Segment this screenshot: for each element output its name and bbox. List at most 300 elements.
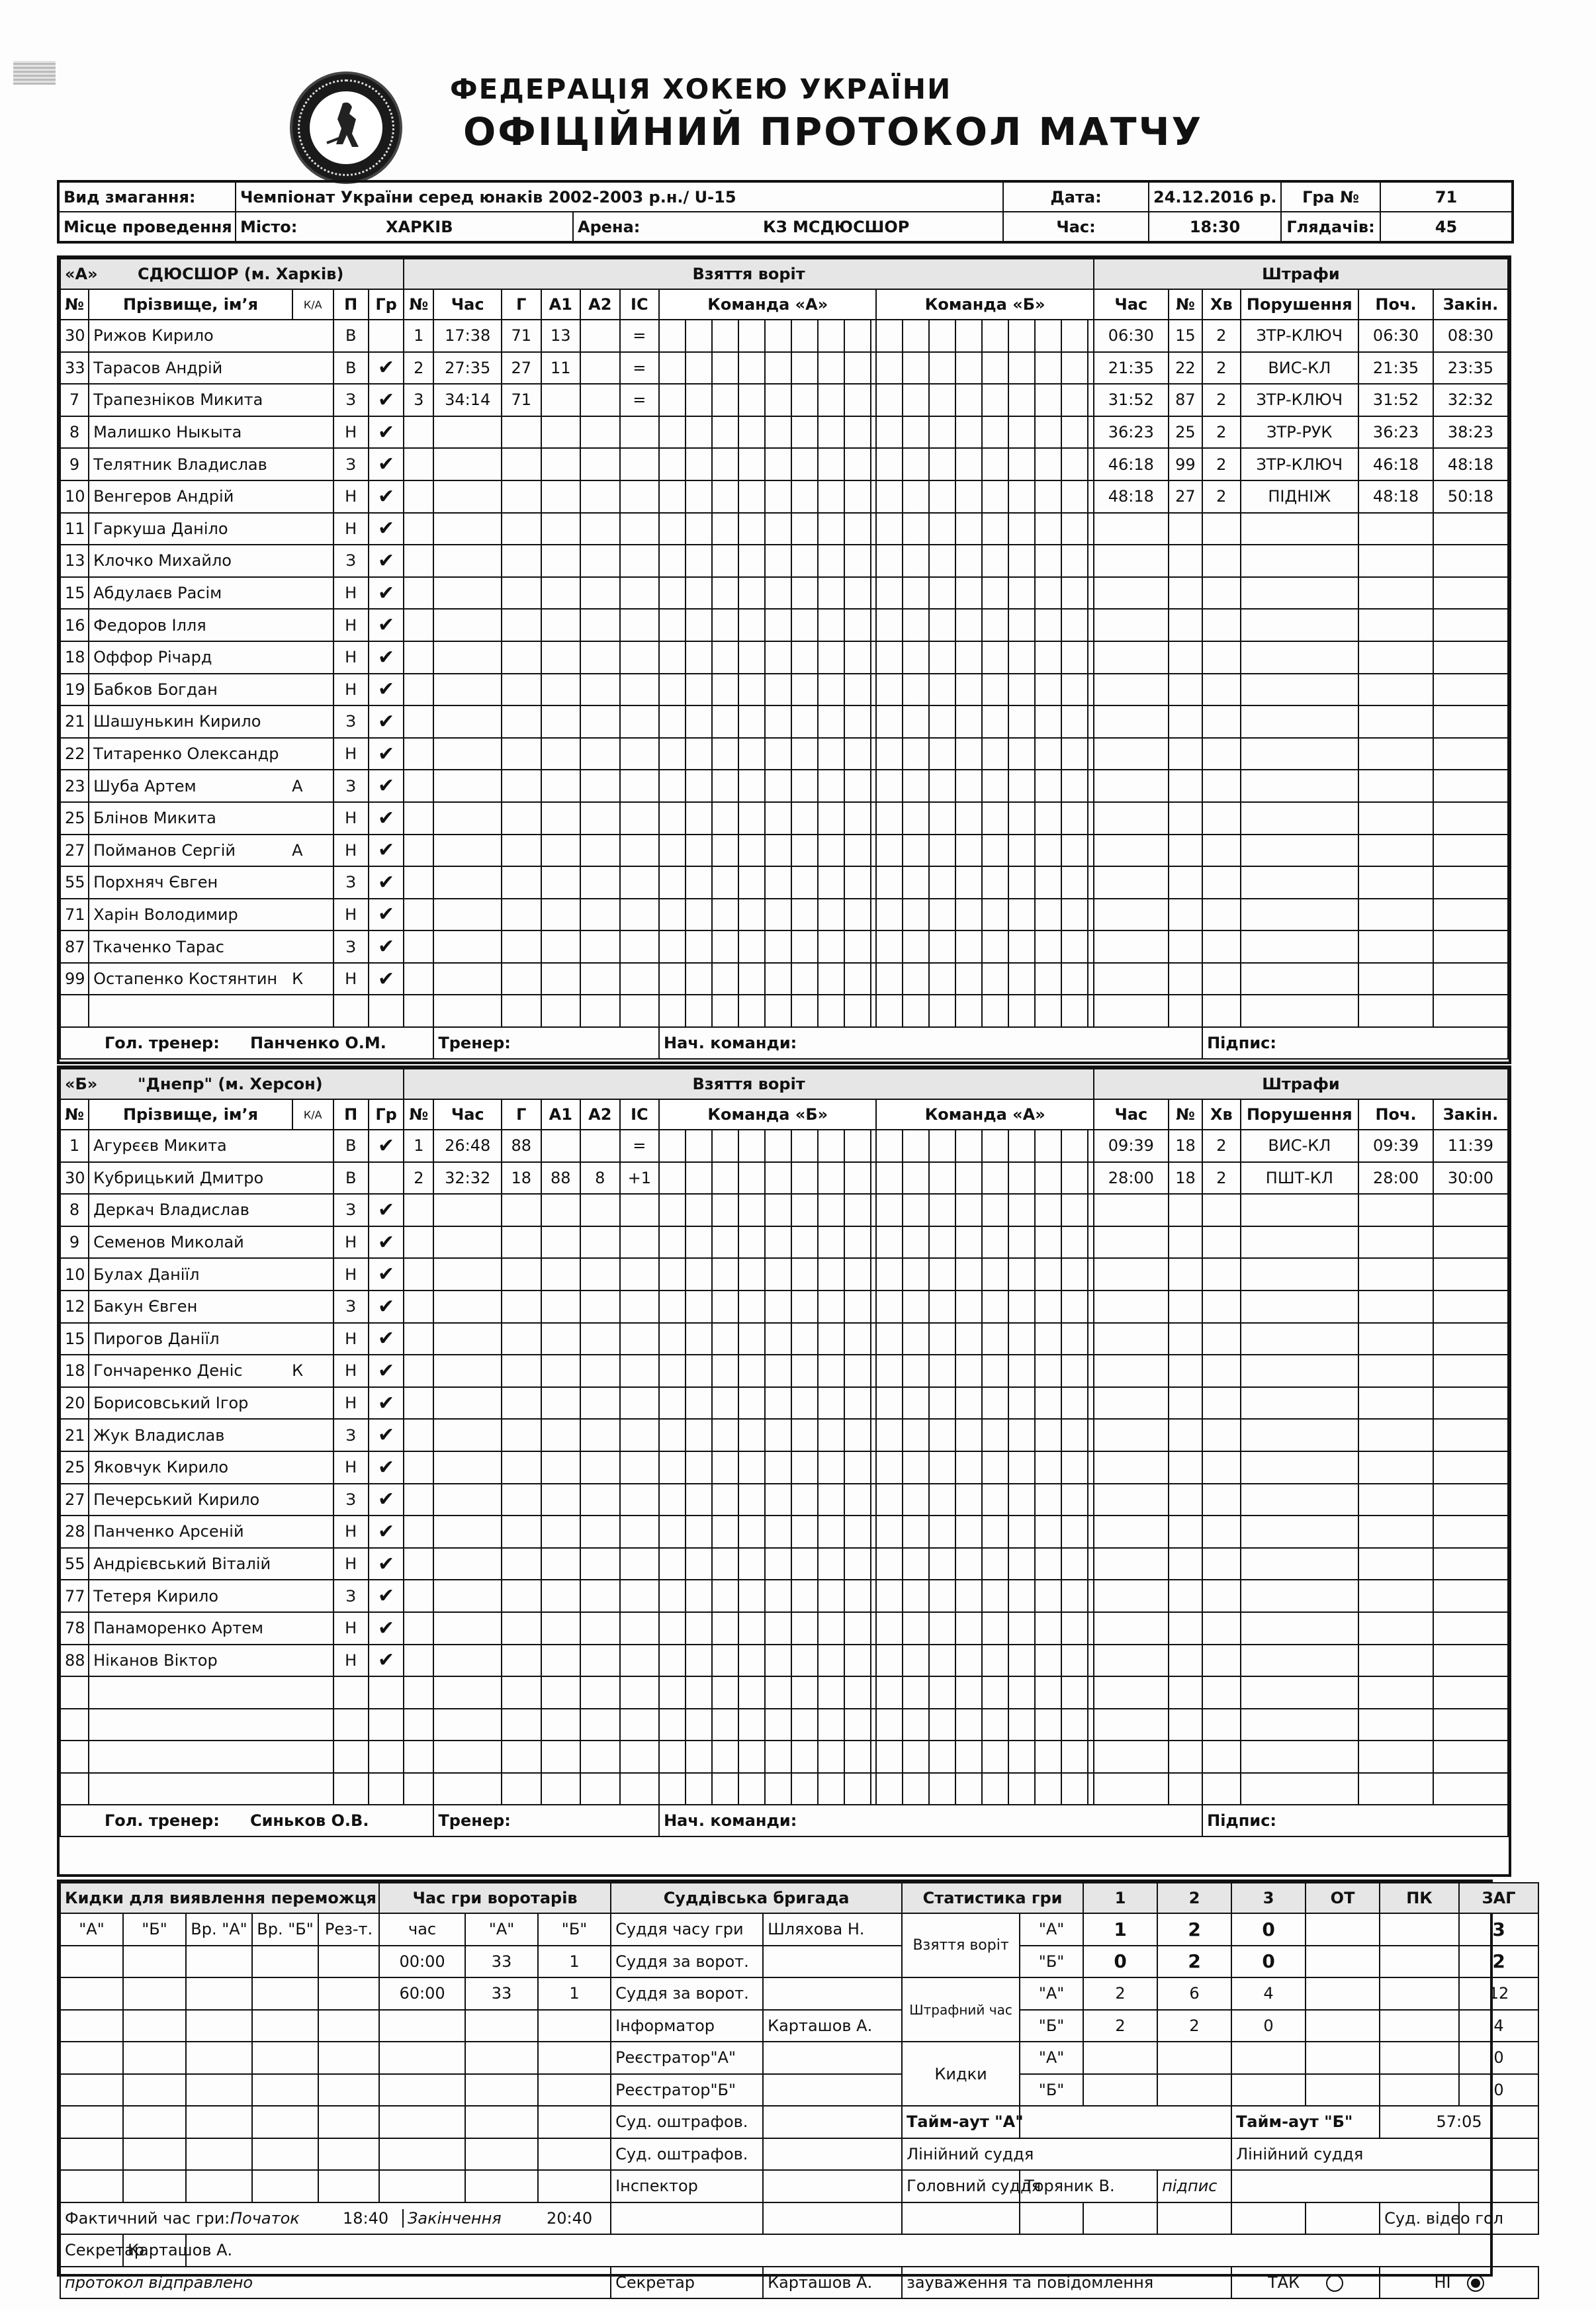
- table-row: [60, 2234, 1538, 2267]
- table-row: [60, 738, 1508, 770]
- penalty-player: [1169, 1741, 1202, 1773]
- goal-time: [433, 899, 502, 931]
- player-position: З: [333, 1194, 369, 1226]
- penalty-offense: [1241, 1484, 1359, 1516]
- team-b-section: [57, 1065, 1511, 1877]
- stats-header: Статистика гри: [902, 1883, 1083, 1913]
- penalty-offense: [1241, 899, 1359, 931]
- goal-time: [433, 1258, 502, 1291]
- goal-assist1: 13: [541, 320, 581, 352]
- goal-situation: [620, 1451, 660, 1484]
- penalty-time: [1094, 1226, 1169, 1259]
- penalty-player: [1169, 770, 1202, 802]
- goal-number: [404, 1258, 433, 1291]
- player-position: Н: [333, 1645, 369, 1677]
- penalty-end: [1433, 513, 1508, 545]
- penalty-end: [1433, 609, 1508, 641]
- city-value: ХАРКІВ: [386, 217, 453, 236]
- player-number: 12: [60, 1291, 89, 1323]
- player-number: 28: [60, 1516, 89, 1548]
- lineup-opp-cell: [876, 674, 1093, 706]
- teamA-col-pen-start: Поч.: [1358, 289, 1433, 320]
- goal-assist2: [580, 1323, 620, 1355]
- summary-table: [60, 1882, 1539, 2299]
- penalty-time: [1094, 1709, 1169, 1741]
- yes-radio-icon[interactable]: [1326, 2275, 1343, 2292]
- shots-a-value: [1306, 2042, 1380, 2074]
- penalty-player: [1169, 641, 1202, 674]
- player-name-cell: [89, 1709, 333, 1741]
- goal-situation: [620, 802, 660, 835]
- check-icon: ✔: [369, 480, 404, 513]
- goal-situation: [620, 448, 660, 480]
- penalty-end: [1433, 899, 1508, 931]
- teamA-signature-label: Підпис:: [1202, 1027, 1508, 1059]
- actual-time-label: Фактичний час гри:: [65, 2208, 230, 2228]
- penalty-time: [1094, 545, 1169, 577]
- goal-situation: [620, 770, 660, 802]
- penalty-end: [1433, 641, 1508, 674]
- federation-title: ФЕДЕРАЦІЯ ХОКЕЮ УКРАЇНИ: [450, 73, 952, 105]
- referee-role: Суд. оштрафов.: [611, 2138, 763, 2171]
- player-number: 18: [60, 1355, 89, 1387]
- teamB-penalties-header: Штрафи: [1094, 1069, 1508, 1099]
- table-row: [60, 674, 1508, 706]
- teamA-col-lineup-own: Команда «А»: [659, 289, 876, 320]
- player-name-cell: [89, 609, 333, 641]
- penalty-offense: [1241, 1387, 1359, 1420]
- shootout-cell: [1083, 2202, 1157, 2235]
- penalty-start: 31:52: [1358, 384, 1433, 416]
- goal-scorer: [502, 1741, 541, 1773]
- lineup-own-cell: [659, 995, 876, 1027]
- shootout-cell: [252, 2010, 318, 2042]
- penalty-minutes: 2: [1202, 448, 1240, 480]
- penalty-time: 31:52: [1094, 384, 1169, 416]
- penalty-offense: [1241, 1194, 1359, 1226]
- teamB-table: [60, 1068, 1509, 1837]
- lineup-opp-cell: [876, 416, 1093, 449]
- penalty-time: [1094, 513, 1169, 545]
- player-name-cell: [89, 1194, 333, 1226]
- teamB-col-goal-no: №: [404, 1099, 433, 1130]
- penalty-start: [1358, 609, 1433, 641]
- player-position: [333, 995, 369, 1027]
- goal-time: 32:32: [433, 1162, 502, 1195]
- referee-role: Інспектор: [611, 2170, 763, 2202]
- goal-scorer: [502, 995, 541, 1027]
- shootout-cell: [252, 2074, 318, 2107]
- lineup-opp-cell: [876, 352, 1093, 385]
- penalty-start: [1358, 1258, 1433, 1291]
- goal-assist1: [541, 1676, 581, 1709]
- goalie-col-header: "Б": [538, 1913, 611, 1946]
- penalty-offense: [1241, 995, 1359, 1027]
- lineup-opp-cell: [876, 1709, 1093, 1741]
- pim-a-value: 2: [1083, 1977, 1157, 2010]
- penalty-minutes: [1202, 802, 1240, 835]
- penalty-minutes: [1202, 866, 1240, 899]
- penalty-player: 87: [1169, 384, 1202, 416]
- teamB-col-ka: К/А: [292, 1099, 333, 1130]
- check-icon: ✔: [369, 1419, 404, 1451]
- penalty-start: [1358, 513, 1433, 545]
- penalty-start: [1358, 1645, 1433, 1677]
- goal-scorer: [502, 1451, 541, 1484]
- player-name: Яковчук Кирило: [93, 1458, 229, 1477]
- penalty-player: [1169, 899, 1202, 931]
- penalty-start: [1358, 1676, 1433, 1709]
- penalty-end: [1433, 1580, 1508, 1612]
- penalty-minutes: [1202, 1194, 1240, 1226]
- goal-number: 1: [404, 320, 433, 352]
- goalie-time-cell: 1: [538, 1977, 611, 2010]
- lineup-opp-cell: [876, 1773, 1093, 1805]
- no-label: НІ: [1434, 2273, 1451, 2292]
- shootout-cell: [123, 1977, 186, 2010]
- row-b-label: "Б": [1020, 2010, 1083, 2042]
- penalty-time: [1094, 1323, 1169, 1355]
- penalty-end: [1433, 674, 1508, 706]
- penalty-player: [1169, 1258, 1202, 1291]
- teamB-team-name: "Днепр" (м. Херсон): [138, 1075, 323, 1093]
- table-row: [60, 1484, 1508, 1516]
- teamA-col-goal-scorer: Г: [502, 289, 541, 320]
- goal-assist2: [580, 705, 620, 738]
- penalty-offense: [1241, 738, 1359, 770]
- date-value: 24.12.2016 р.: [1149, 181, 1281, 212]
- goalie-time-cell: [465, 2138, 538, 2171]
- player-name: Абдулаєв Расім: [93, 584, 222, 603]
- lineup-opp-cell: [876, 1645, 1093, 1677]
- teamA-col-assist2: А2: [580, 289, 620, 320]
- goal-assist1: [541, 1741, 581, 1773]
- player-number: 16: [60, 609, 89, 641]
- goal-situation: [620, 1612, 660, 1645]
- goal-scorer: [502, 1709, 541, 1741]
- player-name: Оффор Річард: [93, 648, 212, 667]
- table-row: [60, 1709, 1508, 1741]
- goal-number: [404, 738, 433, 770]
- penalty-end: [1433, 1419, 1508, 1451]
- penalty-time: 06:30: [1094, 320, 1169, 352]
- referee-name: Шляхова Н.: [763, 1913, 902, 1946]
- penalty-offense: [1241, 1226, 1359, 1259]
- player-position: З: [333, 1484, 369, 1516]
- check-icon: ✔: [369, 770, 404, 802]
- penalty-end: [1433, 545, 1508, 577]
- goal-scorer: [502, 963, 541, 995]
- goal-scorer: [502, 577, 541, 610]
- penalty-time: [1094, 1548, 1169, 1580]
- penalty-player: 27: [1169, 480, 1202, 513]
- player-number: 13: [60, 545, 89, 577]
- shootout-cell: [60, 1977, 123, 2010]
- goal-assist1: [541, 641, 581, 674]
- player-number: 21: [60, 705, 89, 738]
- penalty-offense: [1241, 641, 1359, 674]
- penalty-minutes: [1202, 1548, 1240, 1580]
- competition-label: Вид змагання:: [58, 181, 236, 212]
- penalty-minutes: [1202, 1355, 1240, 1387]
- stats-col-header: ПК: [1380, 1883, 1459, 1913]
- lineup-own-cell: [659, 1387, 876, 1420]
- player-name: Тетеря Кирило: [93, 1586, 219, 1606]
- goal-scorer: [502, 1355, 541, 1387]
- goal-scorer: [502, 1676, 541, 1709]
- check-icon: ✔: [369, 545, 404, 577]
- penalty-minutes: [1202, 1676, 1240, 1709]
- goal-number: [404, 1387, 433, 1420]
- player-name-cell: [89, 448, 333, 480]
- penalty-time: 09:39: [1094, 1130, 1169, 1162]
- penalty-end: 11:39: [1433, 1130, 1508, 1162]
- player-role: К: [292, 1361, 304, 1381]
- goal-assist2: [580, 1194, 620, 1226]
- goal-situation: =: [620, 320, 660, 352]
- lineup-own-cell: [659, 1773, 876, 1805]
- goal-time: [433, 1548, 502, 1580]
- penalty-offense: ЗТР-КЛЮЧ: [1241, 320, 1359, 352]
- goals-a-value: 2: [1157, 1913, 1231, 1946]
- player-number: [60, 1676, 89, 1709]
- penalty-start: [1358, 1773, 1433, 1805]
- player-role: А: [292, 840, 303, 860]
- table-row: [60, 384, 1508, 416]
- check-icon: [369, 320, 404, 352]
- lineup-own-cell: [659, 1355, 876, 1387]
- goal-situation: [620, 1516, 660, 1548]
- teamA-table: [60, 258, 1509, 1060]
- penalty-player: [1169, 1709, 1202, 1741]
- shots-a-value: [1157, 2042, 1231, 2074]
- penalty-minutes: [1202, 1226, 1240, 1259]
- penalty-minutes: 2: [1202, 416, 1240, 449]
- penalty-end: 23:35: [1433, 352, 1508, 385]
- player-number: 22: [60, 738, 89, 770]
- penalty-time: [1094, 835, 1169, 867]
- goalie-col-header: "А": [465, 1913, 538, 1946]
- penalty-offense: [1241, 835, 1359, 867]
- player-position: Н: [333, 738, 369, 770]
- goal-assist2: [580, 802, 620, 835]
- check-icon: ✔: [369, 1548, 404, 1580]
- goalie-time-cell: [379, 2106, 465, 2138]
- goal-scorer: 71: [502, 320, 541, 352]
- referee-header: Суддівська бригада: [611, 1883, 902, 1913]
- penalty-time: [1094, 770, 1169, 802]
- player-name-cell: [89, 416, 333, 449]
- goalie-time-cell: [1157, 2202, 1231, 2235]
- goal-situation: [620, 1387, 660, 1420]
- goal-situation: [620, 835, 660, 867]
- table-row: [60, 1130, 1508, 1162]
- shootout-cell: [252, 2042, 318, 2074]
- penalty-start: 36:23: [1358, 416, 1433, 449]
- player-name: Деркач Владислав: [93, 1201, 249, 1220]
- lineup-opp-cell: [876, 802, 1093, 835]
- teamA-col-no: №: [60, 289, 89, 320]
- head-coach-name: Панченко О.М.: [250, 1034, 386, 1053]
- player-name: Панаморенко Артем: [93, 1619, 264, 1638]
- lineup-opp-cell: [876, 738, 1093, 770]
- goal-situation: [620, 1226, 660, 1259]
- table-row: [60, 835, 1508, 867]
- penalty-start: [1358, 963, 1433, 995]
- head-coach-name: Синьков О.В.: [250, 1811, 369, 1831]
- referee-role: Інформатор: [611, 2010, 763, 2042]
- penalty-time: [1094, 1194, 1169, 1226]
- penalty-end: [1433, 1226, 1508, 1259]
- penalty-offense: [1241, 1580, 1359, 1612]
- goalie-time-cell: [1306, 2202, 1380, 2235]
- goalie-time-cell: [538, 2138, 611, 2171]
- pim-a-value: 4: [1231, 1977, 1306, 2010]
- shots-a-value: [1380, 2042, 1459, 2074]
- spectators-label: Глядачів:: [1281, 212, 1380, 242]
- player-position: Н: [333, 1516, 369, 1548]
- pim-a-value: [1306, 1977, 1380, 2010]
- player-number: 87: [60, 930, 89, 963]
- shootout-cell: [318, 2074, 379, 2107]
- player-name-cell: [89, 352, 333, 385]
- lineup-own-cell: [659, 930, 876, 963]
- goal-assist1: [541, 835, 581, 867]
- penalty-time: [1094, 1355, 1169, 1387]
- penalty-end: [1433, 1709, 1508, 1741]
- teamB-col-goal-time: Час: [433, 1099, 502, 1130]
- lineup-opp-cell: [876, 770, 1093, 802]
- table-row: [60, 1645, 1508, 1677]
- goal-number: [404, 1676, 433, 1709]
- penalty-offense: ЗТР-КЛЮЧ: [1241, 448, 1359, 480]
- goal-number: [404, 1291, 433, 1323]
- penalty-player: [1169, 995, 1202, 1027]
- lineup-own-cell: [659, 738, 876, 770]
- check-icon: ✔: [369, 930, 404, 963]
- shootout-cell: [123, 2042, 186, 2074]
- shootout-col-header: "Б": [123, 1913, 186, 1946]
- referee-name: [763, 2138, 902, 2171]
- penalty-time: 21:35: [1094, 352, 1169, 385]
- end-label: Закінчення: [402, 2209, 547, 2228]
- goal-time: [433, 545, 502, 577]
- penalty-minutes: [1202, 609, 1240, 641]
- teamB-col-pen-min: Хв: [1202, 1099, 1240, 1130]
- player-name: Порхняч Євген: [93, 873, 218, 892]
- goal-scorer: [502, 1580, 541, 1612]
- player-name: Титаренко Олександр: [93, 745, 279, 764]
- goal-situation: [620, 577, 660, 610]
- penalty-end: [1433, 1548, 1508, 1580]
- player-role: К: [292, 970, 304, 989]
- penalty-start: [1358, 835, 1433, 867]
- actual-time-cell: [60, 2202, 611, 2235]
- shots-a-value: 0: [1459, 2042, 1538, 2074]
- player-number: 55: [60, 866, 89, 899]
- penalty-time: 28:00: [1094, 1162, 1169, 1195]
- spectators-value: 45: [1380, 212, 1513, 242]
- teamA-tag: «А»: [65, 265, 98, 283]
- penalty-end: [1433, 577, 1508, 610]
- shots-b-value: [1157, 2074, 1231, 2107]
- player-name-cell: [89, 1387, 333, 1420]
- teamB-col-name: Прізвище, ім’я: [89, 1099, 292, 1130]
- player-position: З: [333, 705, 369, 738]
- goal-assist1: 88: [541, 1162, 581, 1195]
- goal-situation: [620, 674, 660, 706]
- goals-b-value: 0: [1231, 1946, 1306, 1978]
- goal-situation: =: [620, 1130, 660, 1162]
- lineup-own-cell: [659, 1226, 876, 1259]
- referee-name: Карташов А.: [123, 2234, 186, 2267]
- penalty-minutes: [1202, 930, 1240, 963]
- goal-assist1: [541, 1323, 581, 1355]
- penalty-offense: ЗТР-КЛЮЧ: [1241, 384, 1359, 416]
- player-name-cell: [89, 1741, 333, 1773]
- no-radio-icon[interactable]: [1467, 2275, 1484, 2292]
- lineup-opp-cell: [876, 545, 1093, 577]
- player-name: Ніканов Віктор: [93, 1651, 218, 1670]
- penalty-start: [1358, 1741, 1433, 1773]
- goal-situation: [620, 1709, 660, 1741]
- penalty-player: [1169, 835, 1202, 867]
- penalty-minutes: [1202, 1258, 1240, 1291]
- lineup-opp-cell: [876, 513, 1093, 545]
- goal-time: [433, 674, 502, 706]
- penalty-time: 48:18: [1094, 480, 1169, 513]
- goal-number: [404, 641, 433, 674]
- goals-a-value: [1380, 1913, 1459, 1946]
- player-number: 27: [60, 1484, 89, 1516]
- goal-number: [404, 577, 433, 610]
- penalty-start: [1358, 995, 1433, 1027]
- table-row: [60, 2202, 1538, 2235]
- goal-assist2: [580, 641, 620, 674]
- goal-assist2: [580, 1645, 620, 1677]
- penalty-player: 25: [1169, 416, 1202, 449]
- goal-assist1: [541, 1291, 581, 1323]
- player-name-cell: [89, 1419, 333, 1451]
- lineup-own-cell: [659, 384, 876, 416]
- goal-assist1: [541, 384, 581, 416]
- penalty-offense: ВИС-КЛ: [1241, 1130, 1359, 1162]
- lineup-own-cell: [659, 545, 876, 577]
- goal-situation: =: [620, 352, 660, 385]
- goal-assist2: [580, 1516, 620, 1548]
- goal-scorer: [502, 835, 541, 867]
- player-number: 25: [60, 1451, 89, 1484]
- lineup-own-cell: [659, 1484, 876, 1516]
- player-number: [60, 1709, 89, 1741]
- penalty-offense: [1241, 1323, 1359, 1355]
- goal-number: [404, 1548, 433, 1580]
- goalie-time-cell: [379, 2010, 465, 2042]
- referee-name: [763, 2042, 902, 2074]
- goal-assist2: [580, 1676, 620, 1709]
- table-row: [60, 1516, 1508, 1548]
- goal-number: [404, 1194, 433, 1226]
- lineup-own-cell: [659, 1291, 876, 1323]
- lineup-own-cell: [659, 1323, 876, 1355]
- goal-scorer: 18: [502, 1162, 541, 1195]
- penalty-offense: [1241, 1258, 1359, 1291]
- goal-assist1: [541, 770, 581, 802]
- shootout-cell: [902, 2202, 1020, 2235]
- penalty-offense: [1241, 770, 1359, 802]
- player-number: 27: [60, 835, 89, 867]
- player-number: 30: [60, 1162, 89, 1195]
